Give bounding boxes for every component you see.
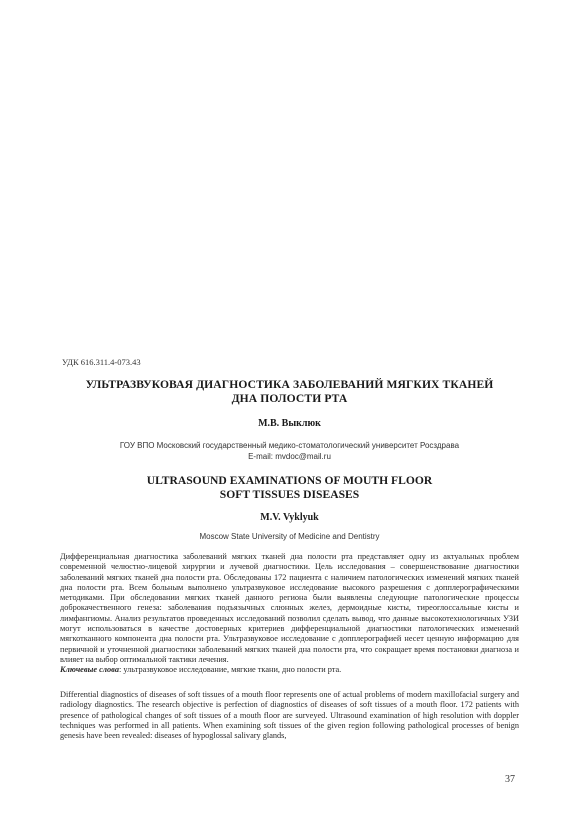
author-email[interactable]: E-mail: mvdoc@mail.ru: [248, 452, 331, 461]
title-en-line-2: SOFT TISSUES DISEASES: [219, 488, 360, 501]
keywords-ru: [60, 665, 519, 675]
abstract-ru-text: Дифференциальная диагностика заболеваний мягких тканей дна полости рта представляет одну из актуальных проблем современной челюстно-лицевой хирургии и лучевой диагностики. Цель исследования – совершенствование диагностики заболеваний мягких тканей дна полости рта. Обследованы 172 пациента с наличием патологических изменений мягких тканей дна полости рта. Всем больным выполнено ультразвуковое исследование высокого разрешения с допплерографическими методиками. При обследовании мягких тканей данного региона были выявлены следующие патологические процессы доброкачественного генеза: заболевания подъязычных слюнных желез, дермоидные кисты, тиреоглоссальные кисты и лимфангиомы. Анализ результатов проведенных исследований позволил сделать вывод, что данные высокотехнологичных УЗИ могут использоваться в качестве достоверных критериев дифференциальной диагностики патологических изменений мягкотканного компонента дна полости рта. Ультразвуковое исследование с допплерографией несет ценную информацию для первичной и уточненной диагностики заболеваний мягких тканей дна полости рта, что сокращает время постановки диагноза и влияет на выбор оптимальной тактики лечения.: [60, 552, 519, 664]
keywords-label: Ключевые слова: [60, 665, 119, 675]
affiliation-ru-text: ГОУ ВПО Московский государственный медико-стоматологический университет Росздрава: [119, 441, 460, 450]
affiliation-ru: [60, 440, 519, 462]
abstract-en: Differential diagnostics of diseases of soft tissues of a mouth floor represents one of actual problems of modern maxillofacial surgery and radiology diagnostics. The research objective is perfection of diagnostics of diseases of soft tissues of a mouth floor. 172 patients with presence of pathological changes of soft tissues of a mouth floor are surveyed. Ultrasound examination of high resolution with doppler techniques was performed in all patients. When examining soft tissues of the given region following pathological processes of benign genesis have been revealed: diseases of hypoglossal salivary glands,: [60, 690, 519, 741]
abstract-ru: [60, 552, 519, 676]
article-title-ru: [60, 378, 519, 406]
author-ru: М.В. Выклюк: [258, 418, 321, 429]
title-ru-line-1: УЛЬТРАЗВУКОВАЯ ДИАГНОСТИКА ЗАБОЛЕВАНИЙ МЯГКИХ ТКАНЕЙ: [85, 378, 494, 391]
affiliation-en: Moscow State University of Medicine and Dentistry: [199, 532, 380, 541]
title-ru-line-2: ДНА ПОЛОСТИ РТА: [231, 392, 348, 405]
author-en: M.V. Vyklyuk: [260, 512, 319, 523]
udk-code: УДК 616.311.4-073.43: [62, 357, 141, 367]
page-number: 37: [505, 774, 515, 785]
keywords-text: : ультразвуковое исследование, мягкие ткани, дно полости рта.: [118, 665, 342, 675]
article-title-en: [60, 474, 519, 502]
title-en-line-1: ULTRASOUND EXAMINATIONS OF MOUTH FLOOR: [146, 474, 433, 487]
